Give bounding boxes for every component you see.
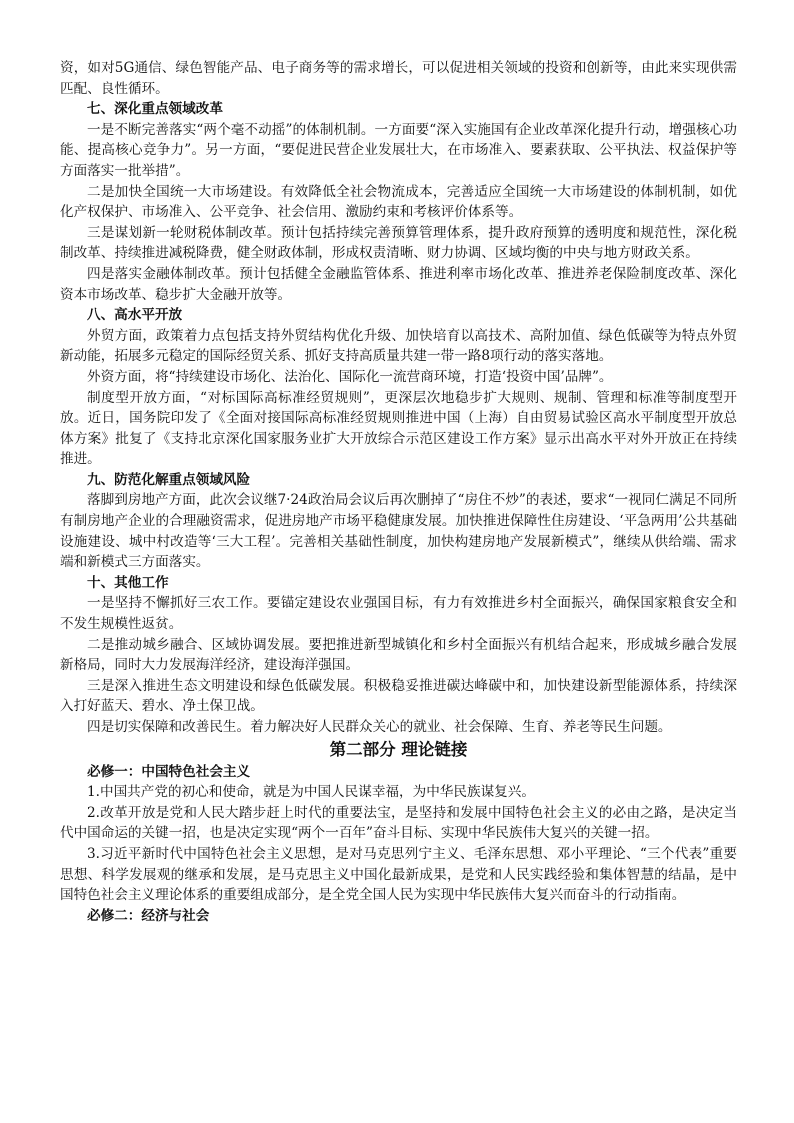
numbered-paragraph: 1.中国共产党的初心和使命，就是为中国人民谋幸福，为中华民族谋复兴。 [87,784,535,801]
body-paragraph: 三是深入推进生态文明建设和绿色低碳发展。积极稳妥推进碳达峰碳中和，加快建设新型能源体系，持续深入打好蓝天、碧水、净土保卫战。 [60,677,737,715]
body-paragraph: 一是坚持不懈抓好三农工作。要锚定建设农业强国目标，有力有效推进乡村全面振兴，确保国家粮食安全和不发生规模性返贫。 [60,595,737,633]
section-heading-8: 八、高水平开放 [87,307,183,324]
part-two-title: 第二部分 理论链接 [329,739,468,759]
subsection-heading-compulsory-1: 必修一：中国特色社会主义 [87,763,251,780]
body-paragraph: 三是谋划新一轮财税体制改革。预计包括持续完善预算管理体系，提升政府预算的透明度和规范性，深化税制改革、持续推进减税降费，健全财政体制，形成权责清晰、财力协调、区域均衡的中央与地方财政关系。 [60,224,737,262]
body-paragraph: 落脚到房地产方面，此次会议继7·24政治局会议后再次删掉了“房住不炒”的表述，要求“一视同仁满足不同所有制房地产企业的合理融资需求，促进房地产市场平稳健康发展。加快推进保障性住房建设、‘平急两用’公共基础设施建设、城中村改造等‘三大工程’。完善相关基础性制度，加快构建房地产发展新模式”，继续从供给端、需求端和新模式三方面落实。 [60,492,737,571]
document-page [60,58,737,926]
numbered-paragraph: 2.改革开放是党和人民大踏步赶上时代的重要法宝，是坚持和发展中国特色社会主义的必由之路，是决定当代中国命运的关键一招，也是决定实现“两个一百年”奋斗目标、实现中华民族伟大复兴的关键一招。 [60,804,737,842]
body-paragraph: 制度型开放方面，“对标国际高标准经贸规则”，更深层次地稳步扩大规则、规制、管理和标准等制度型开放。近日，国务院印发了《全面对接国际高标准经贸规则推进中国（上海）自由贸易试验区高水平制度型开放总体方案》批复了《支持北京深化国家服务业扩大开放综合示范区建设工作方案》显示出高水平对外开放正在持续推进。 [60,389,737,468]
body-paragraph: 外贸方面，政策着力点包括支持外贸结构优化升级、加快培育以高技术、高附加值、绿色低碳等为特点外贸新动能，拓展多元稳定的国际经贸关系、抓好支持高质量共建一带一路8项行动的落实落地。 [60,327,737,365]
section-heading-10: 十、其他工作 [87,574,169,591]
body-paragraph: 一是不断完善落实“两个毫不动摇”的体制机制。一方面要“深入实施国有企业改革深化提升行动，增强核心功能、提高核心竞争力”。另一方面，“要促进民营企业发展壮大，在市场准入、要素获取、公平执法、权益保护等方面落实一批举措”。 [60,121,737,179]
subsection-heading-compulsory-2: 必修二：经济与社会 [87,907,210,924]
body-paragraph: 外资方面，将“持续建设市场化、法治化、国际化一流营商环境，打造‘投资中国’品牌”。 [87,368,613,385]
section-heading-9: 九、防范化解重点领域风险 [87,471,251,488]
continuation-paragraph: 资，如对5G通信、绿色智能产品、电子商务等的需求增长，可以促进相关领域的投资和创新等，由此来实现供需匹配、良性循环。 [60,60,737,97]
numbered-paragraph: 3.习近平新时代中国特色社会主义思想，是对马克思列宁主义、毛泽东思想、邓小平理论、“三个代表”重要思想、科学发展观的继承和发展，是马克思主义中国化最新成果，是党和人民实践经验和集体智慧的结晶，是中国特色社会主义理论体系的重要组成部分，是全党全国人民为实现中华民族伟大复兴而奋斗的行动指南。 [60,845,737,904]
section-heading-7: 七、深化重点领域改革 [87,101,223,118]
body-paragraph: 四是切实保障和改善民生。着力解决好人民群众关心的就业、社会保障、生育、养老等民生问题。 [87,719,672,735]
body-paragraph: 四是落实金融体制改革。预计包括健全金融监管体系、推进利率市场化改革、推进养老保险制度改革、深化资本市场改革、稳步扩大金融开放等。 [60,265,737,303]
body-paragraph: 二是推动城乡融合、区域协调发展。要把推进新型城镇化和乡村全面振兴有机结合起来，形成城乡融合发展新格局，同时大力发展海洋经济，建设海洋强国。 [60,636,737,674]
body-paragraph: 二是加快全国统一大市场建设。有效降低全社会物流成本，完善适应全国统一大市场建设的体制机制，如优化产权保护、市场准入、公平竞争、社会信用、激励约束和考核评价体系等。 [60,183,737,221]
